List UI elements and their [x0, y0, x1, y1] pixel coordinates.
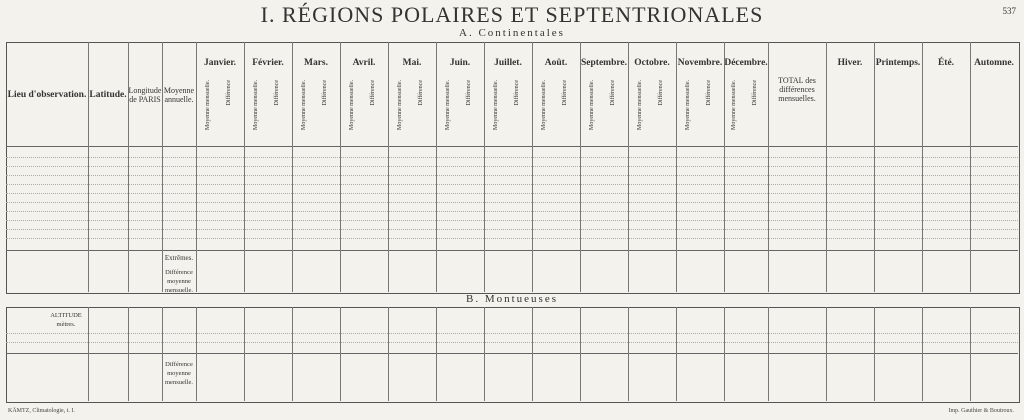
sub-header-moyenne: Moyenne mensuelle. [301, 80, 307, 130]
sub-header-moyenne: Moyenne mensuelle. [589, 80, 595, 130]
sub-header-moyenne: Moyenne mensuelle. [493, 80, 499, 130]
table-a [6, 42, 1020, 294]
sub-header-moyenne: Moyenne mensuelle. [685, 80, 691, 130]
col-div [724, 42, 725, 292]
season-header: Hiver. [837, 58, 863, 68]
col-div [484, 307, 485, 401]
col-div [874, 42, 875, 292]
col-div [768, 307, 769, 401]
sub-header-diff: Différence [562, 80, 568, 106]
col-div [768, 42, 769, 292]
col-div [196, 42, 197, 292]
col-div [436, 307, 437, 401]
summary-extremes-label: Extrêmes. [164, 254, 194, 262]
sub-header-diff: Différence [658, 80, 664, 106]
col-div [388, 42, 389, 292]
col-div [676, 42, 677, 292]
table-row [6, 342, 1018, 343]
season-header: Automne. [974, 58, 1014, 68]
table-a-header-rule [6, 146, 1018, 147]
col-div [874, 307, 875, 401]
table-a-data-rule-bottom [6, 250, 1018, 251]
sub-header-moyenne: Moyenne mensuelle. [253, 80, 259, 130]
month-header: Juillet. [494, 58, 522, 68]
sub-header-diff: Différence [466, 80, 472, 106]
col-div [532, 307, 533, 401]
col-div [676, 307, 677, 401]
table-row [6, 193, 1018, 194]
month-header: Août. [544, 58, 568, 68]
month-header: Juin. [449, 58, 471, 68]
table-row [6, 333, 1018, 334]
header-latitude: Latitude. [89, 90, 127, 100]
col-div [922, 307, 923, 401]
sub-header-moyenne: Moyenne mensuelle. [445, 80, 451, 130]
season-header: Été. [937, 58, 955, 68]
col-div [628, 307, 629, 401]
col-div [628, 42, 629, 292]
col-div [580, 307, 581, 401]
month-header: Janvier. [203, 58, 237, 68]
table-row [6, 220, 1018, 221]
header-lieu: Lieu d'observation. [7, 90, 87, 100]
col-div [128, 42, 129, 292]
sub-header-diff: Différence [322, 80, 328, 106]
col-div [128, 307, 129, 401]
month-header: Février. [252, 58, 284, 68]
sub-header-diff: Différence [514, 80, 520, 106]
section-b-title: B. Montueuses [466, 293, 558, 305]
col-div [436, 42, 437, 292]
main-title: I. RÉGIONS POLAIRES ET SEPTENTRIONALES [260, 2, 764, 27]
month-header: Décembre. [724, 58, 768, 68]
col-div [970, 42, 971, 292]
sub-header-diff: Différence [418, 80, 424, 106]
col-div [340, 307, 341, 401]
month-header: Novembre. [677, 58, 723, 68]
table-row [6, 202, 1018, 203]
sub-header-diff: Différence [752, 80, 758, 106]
month-header: Mai. [402, 58, 422, 68]
sub-header-moyenne: Moyenne mensuelle. [637, 80, 643, 130]
col-div [292, 42, 293, 292]
col-div [724, 307, 725, 401]
col-div [580, 42, 581, 292]
summary-difference-label: Différence moyenne mensuelle. [165, 269, 193, 294]
col-div [196, 307, 197, 401]
table-row [6, 229, 1018, 230]
table-row [6, 238, 1018, 239]
col-div [484, 42, 485, 292]
month-header: Avril. [352, 58, 376, 68]
col-div [388, 307, 389, 401]
header-moyenne: Moyenne annuelle. [163, 86, 195, 104]
sub-header-diff: Différence [610, 80, 616, 106]
table-row [6, 184, 1018, 185]
col-div [244, 42, 245, 292]
table-row [6, 211, 1018, 212]
col-div [826, 307, 827, 401]
season-header: Printemps. [875, 58, 921, 68]
table-b-data-rule [6, 353, 1018, 354]
header-altitude: ALTITUDE mètres. [50, 312, 82, 328]
col-div [292, 307, 293, 401]
sub-header-moyenne: Moyenne mensuelle. [397, 80, 403, 130]
sub-header-moyenne: Moyenne mensuelle. [349, 80, 355, 130]
col-div [88, 42, 89, 292]
header-total-diff: TOTAL des différences mensuelles. [778, 76, 816, 103]
col-div [88, 307, 89, 401]
footer-left: KÄMTZ, Climatologie, t. I. [8, 408, 75, 414]
sub-header-moyenne: Moyenne mensuelle. [731, 80, 737, 130]
table-row [6, 166, 1018, 167]
col-div [340, 42, 341, 292]
col-div [826, 42, 827, 292]
footer-right: Imp. Gauthier & Boutroux. [948, 408, 1014, 414]
col-div [244, 307, 245, 401]
month-header: Septembre. [581, 58, 627, 68]
sub-header-diff: Différence [706, 80, 712, 106]
summary-difference-label: Différence moyenne mensuelle. [165, 361, 193, 386]
table-row [6, 175, 1018, 176]
month-header: Mars. [303, 58, 328, 68]
table-b [6, 307, 1020, 403]
sub-header-moyenne: Moyenne mensuelle. [541, 80, 547, 130]
sub-header-diff: Différence [274, 80, 280, 106]
page-number: 537 [1002, 6, 1016, 16]
col-div [970, 307, 971, 401]
section-a-title: A. Continentales [459, 27, 565, 39]
sub-header-moyenne: Moyenne mensuelle. [205, 80, 211, 130]
table-row [6, 157, 1018, 158]
col-div [922, 42, 923, 292]
month-header: Octobre. [634, 58, 670, 68]
sub-header-diff: Différence [370, 80, 376, 106]
col-div [532, 42, 533, 292]
header-longitude: Longitude de PARIS [128, 86, 162, 104]
sub-header-diff: Différence [226, 80, 232, 106]
